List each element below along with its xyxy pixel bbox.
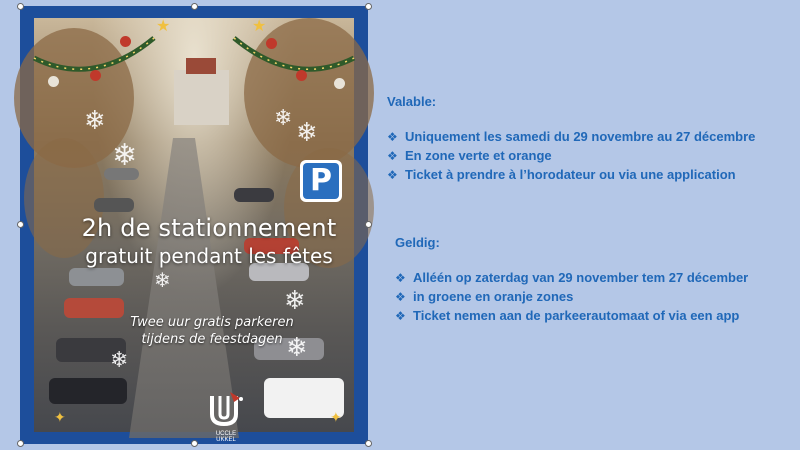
sparkle-icon: ✦ xyxy=(330,410,342,426)
diamond-bullet-icon: ❖ xyxy=(395,289,406,304)
snowflake-icon: ❄ xyxy=(110,348,129,373)
ornament-icon xyxy=(120,36,131,47)
list-item: ❖ Uniquement les samedi du 29 novembre au 27 décembre xyxy=(387,129,756,144)
star-icon: ★ xyxy=(156,16,171,35)
resize-handle-top-left[interactable] xyxy=(17,3,24,10)
snowflake-icon: ❄ xyxy=(296,118,318,148)
list-item: ❖ Ticket nemen aan de parkeerautomaat of via een app xyxy=(395,308,740,323)
list-item: ❖ in groene en oranje zones xyxy=(395,289,574,304)
poster-image[interactable] xyxy=(20,6,368,444)
resize-handle-top-center[interactable] xyxy=(191,3,198,10)
ornament-icon xyxy=(48,76,59,87)
list-item: ❖ En zone verte et orange xyxy=(387,148,552,163)
ornament-icon xyxy=(296,70,307,81)
diamond-bullet-icon: ❖ xyxy=(387,167,398,182)
diamond-bullet-icon: ❖ xyxy=(395,270,406,285)
diamond-bullet-icon: ❖ xyxy=(387,129,398,144)
parking-photo xyxy=(34,16,354,443)
list-item: ❖ Alléén op zaterdag van 29 november tem 27 décember xyxy=(395,270,749,285)
snowflake-icon: ❄ xyxy=(286,333,308,363)
ornament-icon xyxy=(266,38,277,49)
resize-handle-middle-right[interactable] xyxy=(365,221,372,228)
diamond-bullet-icon: ❖ xyxy=(387,148,398,163)
headline-line-1: 2h de stationnement xyxy=(81,214,337,242)
dutch-info-block[interactable] xyxy=(395,235,748,325)
logo-text: UCCLE UKKEL xyxy=(215,431,237,443)
french-list xyxy=(387,127,755,184)
uccle-logo xyxy=(204,390,244,430)
poster-headline xyxy=(54,214,364,268)
list-item: ❖ Ticket à prendre à l’horodateur ou via une application xyxy=(387,167,736,182)
headline-line-2: gratuit pendant les fêtes xyxy=(85,244,333,268)
poster-subtitle: Twee uur gratis parkeren tijdens de feestdagen xyxy=(130,315,294,347)
dutch-list xyxy=(395,268,748,325)
ornament-icon xyxy=(334,78,345,89)
resize-handle-middle-left[interactable] xyxy=(17,221,24,228)
snowflake-icon: ❄ xyxy=(284,286,306,316)
ornament-icon xyxy=(90,70,101,81)
french-info-block[interactable] xyxy=(387,94,755,184)
star-icon: ★ xyxy=(252,16,267,35)
snowflake-icon: ❄ xyxy=(274,106,293,131)
resize-handle-bottom-right[interactable] xyxy=(365,440,372,447)
resize-handle-top-right[interactable] xyxy=(365,3,372,10)
dutch-heading: Geldig: xyxy=(395,235,440,250)
french-heading: Valable: xyxy=(387,94,437,109)
snowflake-icon: ❄ xyxy=(154,268,171,292)
snowflake-icon: ❄ xyxy=(112,138,138,173)
diamond-bullet-icon: ❖ xyxy=(395,308,406,323)
resize-handle-bottom-center[interactable] xyxy=(191,440,198,447)
sparkle-icon: ✦ xyxy=(54,410,66,426)
resize-handle-bottom-left[interactable] xyxy=(17,440,24,447)
snowflake-icon: ❄ xyxy=(84,106,106,136)
parking-sign-icon: P xyxy=(300,160,342,202)
